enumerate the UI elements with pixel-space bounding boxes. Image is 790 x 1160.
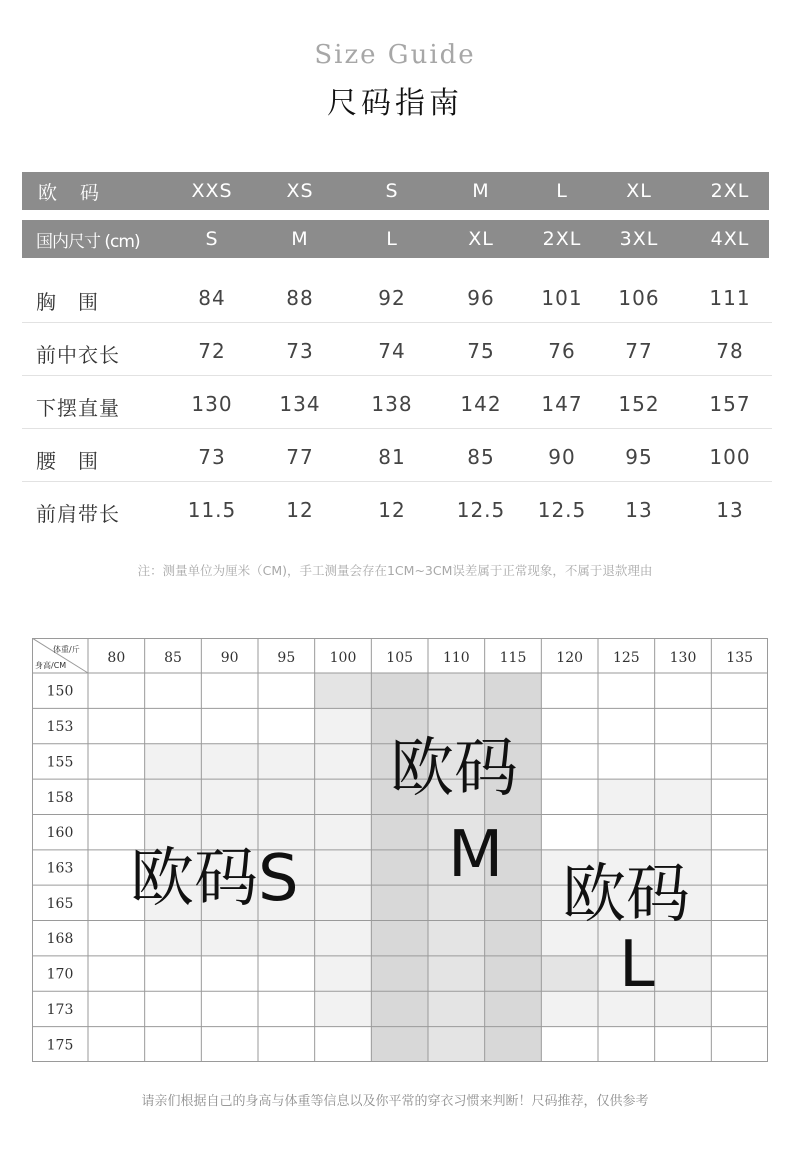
- height-label: 168: [46, 931, 74, 948]
- row-value: 134: [279, 392, 321, 416]
- row-value: 11.5: [187, 498, 237, 522]
- row-value: 77: [625, 339, 653, 363]
- shade-cell: [315, 708, 372, 1026]
- row-divider: [22, 428, 772, 429]
- header-cn-size-xl: XL: [468, 228, 494, 250]
- weight-label: 115: [499, 650, 527, 666]
- header-cn-size-3xl: 3XL: [619, 228, 659, 250]
- weight-label: 105: [386, 650, 414, 666]
- title-english: Size Guide: [314, 40, 476, 70]
- header-cn-size-s: S: [205, 228, 219, 250]
- row-label: 前中衣长: [36, 343, 120, 367]
- row-value: 72: [198, 339, 226, 363]
- row-value: 157: [709, 392, 751, 416]
- row-value: 142: [460, 392, 502, 416]
- row-value: 85: [467, 445, 495, 469]
- header-eu-size-l: L: [556, 180, 568, 202]
- row-value: 90: [548, 445, 576, 469]
- row-value: 81: [378, 445, 406, 469]
- height-label: 173: [46, 1001, 74, 1018]
- header-cn-size-4xl: 4XL: [710, 228, 750, 250]
- row-value: 152: [618, 392, 660, 416]
- height-label: 150: [46, 683, 74, 700]
- label-size-m-line1: 欧码: [390, 732, 518, 806]
- corner-height-label: 身高/CM: [35, 661, 67, 670]
- header-eu-size-xl: XL: [626, 180, 652, 202]
- height-label: 170: [46, 966, 74, 983]
- weight-label: 80: [107, 650, 126, 666]
- header-eu-size-s: S: [385, 180, 399, 202]
- header-eu-size-xxs: XXS: [191, 180, 233, 202]
- weight-label: 100: [329, 650, 357, 666]
- row-value: 84: [198, 286, 226, 310]
- label-size-m-line2: M: [448, 818, 504, 892]
- row-label: 下摆直量: [36, 396, 120, 420]
- corner-weight-label: 体重/斤: [53, 645, 80, 654]
- header-eu-size-row: [22, 172, 769, 210]
- row-divider: [22, 375, 772, 376]
- row-divider: [22, 322, 772, 323]
- height-label: 163: [46, 860, 74, 877]
- weight-label: 85: [164, 650, 182, 666]
- header-cn-size-l: L: [386, 228, 398, 250]
- header-cn-size-row: [22, 220, 769, 258]
- measurement-note: 注：测量单位为厘米（CM)，手工测量会存在1CM~3CM误差属于正常现象，不属于退款理由: [137, 563, 653, 578]
- weight-label: 120: [556, 650, 584, 666]
- row-value: 12: [286, 498, 314, 522]
- row-label: 前肩带长: [36, 502, 120, 526]
- recommendation-note: 请亲们根据自己的身高与体重等信息以及你平常的穿衣习惯来判断！尺码推荐，仅供参考: [141, 1094, 649, 1109]
- row-value: 73: [198, 445, 226, 469]
- height-weight-chart: [32, 638, 768, 1062]
- height-label: 158: [46, 789, 74, 806]
- header-cn-size-m: M: [291, 228, 309, 250]
- header-cn-label: 国内尺寸 (cm): [36, 231, 140, 252]
- header-eu-size-xs: XS: [286, 180, 314, 202]
- row-value: 106: [618, 286, 660, 310]
- weight-label: 130: [669, 650, 697, 666]
- row-value: 77: [286, 445, 314, 469]
- row-value: 78: [716, 339, 744, 363]
- row-label: 胸 围: [36, 290, 99, 314]
- row-value: 138: [371, 392, 413, 416]
- weight-label: 135: [726, 650, 754, 666]
- shade-cell: [315, 673, 372, 708]
- header-cn-size-2xl: 2XL: [542, 228, 582, 250]
- weight-label: 125: [612, 650, 640, 666]
- row-value: 13: [716, 498, 744, 522]
- row-value: 12.5: [456, 498, 506, 522]
- row-value: 92: [378, 286, 406, 310]
- height-label: 155: [46, 754, 74, 771]
- title-chinese: 尺码指南: [327, 86, 463, 121]
- label-size-l-line1: 欧码: [562, 858, 690, 932]
- row-value: 12: [378, 498, 406, 522]
- row-value: 12.5: [537, 498, 587, 522]
- height-label: 160: [46, 825, 74, 842]
- weight-label: 90: [220, 650, 239, 666]
- row-value: 111: [709, 286, 751, 310]
- row-value: 101: [541, 286, 583, 310]
- row-value: 96: [467, 286, 495, 310]
- row-value: 100: [709, 445, 751, 469]
- weight-label: 110: [442, 650, 470, 666]
- label-size-s: 欧码S: [130, 842, 299, 916]
- header-eu-label: 欧 码: [38, 181, 102, 204]
- row-value: 76: [548, 339, 576, 363]
- height-label: 153: [46, 719, 74, 736]
- row-value: 130: [191, 392, 233, 416]
- height-label: 175: [46, 1037, 74, 1054]
- row-value: 88: [286, 286, 314, 310]
- row-value: 95: [625, 445, 653, 469]
- row-value: 13: [625, 498, 653, 522]
- row-value: 75: [467, 339, 495, 363]
- weight-label: 95: [277, 650, 296, 666]
- height-label: 165: [46, 895, 74, 912]
- header-eu-size-2xl: 2XL: [710, 180, 750, 202]
- row-value: 147: [541, 392, 583, 416]
- shade-cell: [541, 956, 598, 991]
- row-divider: [22, 481, 772, 482]
- header-eu-size-m: M: [472, 180, 490, 202]
- row-value: 74: [378, 339, 406, 363]
- row-value: 73: [286, 339, 314, 363]
- row-label: 腰 围: [36, 449, 99, 473]
- label-size-l-line2: L: [619, 928, 655, 1002]
